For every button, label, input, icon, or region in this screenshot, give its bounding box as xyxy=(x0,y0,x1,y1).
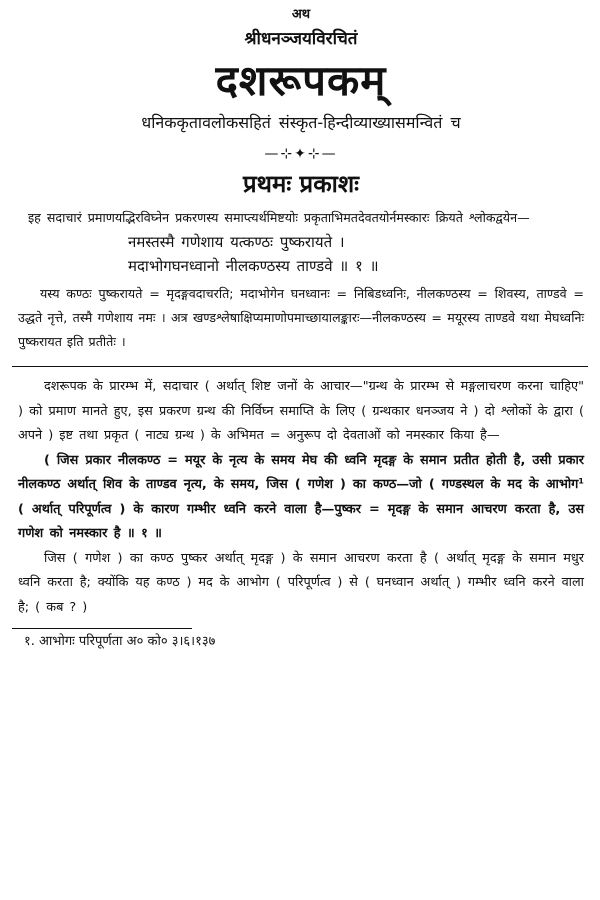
book-title: दशरूपकम् xyxy=(215,56,387,105)
book-subtitle: धनिककृतावलोकसहितं संस्कृत-हिन्दीव्याख्यासमन्वितं च xyxy=(141,113,461,132)
sanskrit-commentary: यस्य कण्ठः पुष्करायते = मृदङ्गवदाचरति; मदाभोगेन घनध्वानः = निबिडध्वनिः, नीलकण्ठस्य = शिवस्य, ताण्डवे = उद्धते नृत्ते, तस्मै गणेशाय नमः । अत्र खण्डश्लेषाक्षिप्यमाणोपमाच्छायालङ्कारः—नीलकण्ठस्य = मयूरस्य ताण्डवे यथा मेघध्वनिः पुष्करायत इति प्रतीतेः । xyxy=(18,286,584,349)
verse-line-1: नमस्तस्मै गणेशाय यत्कण्ठः पुष्करायते । xyxy=(128,233,345,251)
section-divider xyxy=(12,366,588,367)
verse-line-2: मदाभोगघनध्वानो नीलकण्ठस्य ताण्डवे ॥ १ ॥ xyxy=(128,257,379,275)
atha-heading: अथ xyxy=(291,7,311,22)
author-line: श्रीधनञ्जयविरचितं xyxy=(244,29,358,49)
sanskrit-intro: इह सदाचारं प्रमाणयद्भिरविघ्नेन प्रकरणस्य समाप्त्यर्थमिष्टयोः प्रकृताभिमतदेवतयोर्नमस्कारः क्रियते श्लोकद्वयेन— xyxy=(28,210,530,225)
hindi-paragraph-3: जिस ( गणेश ) का कण्ठ पुष्कर अर्थात् मृदङ्ग ) के समान आचरण करता है ( अर्थात् मृदङ्ग के समान मधुर ध्वनि करता है; क्योंकि यह कण्ठ ) मद के आभोग ( परिपूर्णत्व ) से ( घनध्वान अर्थात् ) गम्भीर ध्वनि करने वाला है; ( कब ? ) xyxy=(18,550,584,615)
hindi-paragraph-2: ( जिस प्रकार नीलकण्ठ = मयूर के नृत्य के समय मेघ की ध्वनि मृदङ्ग के समान प्रतीत होती है, उसी प्रकार नीलकण्ठ अर्थात् शिव के ताण्डव नृत्य, के समय, जिस ( गणेश ) का कण्ठ—जो ( गण्डस्थल के मद के आभोग¹ ( अर्थात् परिपूर्णत्व ) के कारण गम्भीर ध्वनि करने वाला है—पुष्कर = मृदङ्ग के समान आचरण करता है, उस गणेश को नमस्कार है ॥ १ ॥ xyxy=(18,452,584,541)
ornament-divider-icon: —⊹✦⊹— xyxy=(264,146,338,162)
footnote-divider xyxy=(12,628,192,629)
chapter-heading: प्रथमः प्रकाशः xyxy=(242,170,360,198)
hindi-paragraph-1: दशरूपक के प्रारम्भ में, सदाचार ( अर्थात् शिष्ट जनों के आचार—"ग्रन्थ के प्रारम्भ से मङ्गलाचरण करना चाहिए" ) को प्रमाण मानते हुए, इस प्रकरण ग्रन्थ की निर्विघ्न समाप्ति के लिए ( ग्रन्थकार धनञ्जय ने ) दो श्लोकों के द्वारा ( अपने ) इष्ट तथा प्रकृत ( नाट्य ग्रन्थ ) के अभिमत = अनुरूप दो देवताओं को नमस्कार किया है— xyxy=(18,379,584,443)
footnote: १. आभोगः परिपूर्णता अ० को० ३।६।१३७ xyxy=(24,634,216,649)
